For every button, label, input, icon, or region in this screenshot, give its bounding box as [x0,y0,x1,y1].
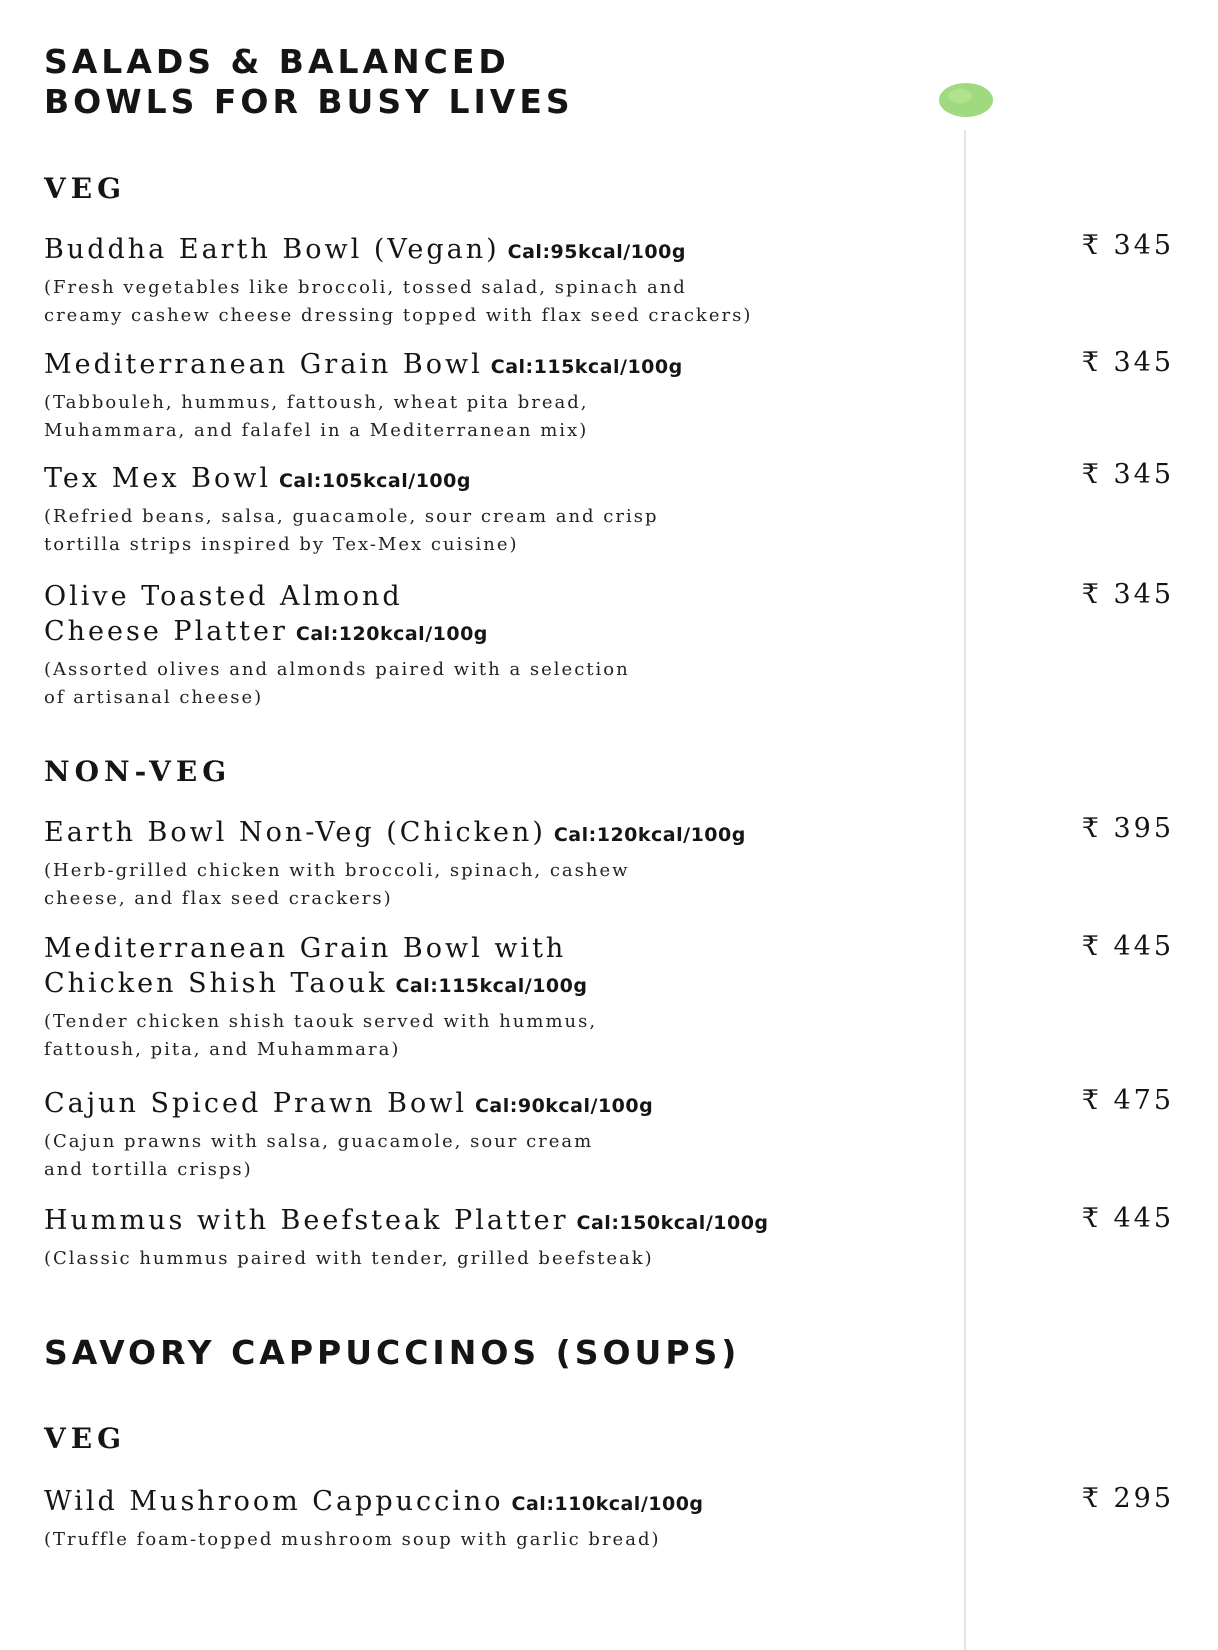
item-name-line [44,1484,944,1522]
item-calories: Cal:120kcal/100g [553,824,746,846]
item-name: Mediterranean Grain Bowl with Chicken Shish Taouk [44,933,567,999]
item-price: ₹ 345 [1081,230,1174,261]
item-calories: Cal:150kcal/100g [576,1212,769,1234]
menu-item [44,1484,944,1554]
group-label-veg: VEG [44,172,126,205]
item-price: ₹ 445 [1081,931,1174,962]
item-name-line [44,1203,944,1241]
item-name-line [44,461,944,499]
item-name-line [44,579,944,652]
item-price: ₹ 395 [1081,813,1174,844]
section-title-line: SAVORY CAPPUCCINOS (SOUPS) [44,1333,741,1372]
item-price: ₹ 295 [1081,1483,1174,1514]
item-calories: Cal:95kcal/100g [507,241,686,263]
item-name-line [44,931,944,1004]
item-calories: Cal:90kcal/100g [474,1095,654,1117]
item-name: Tex Mex Bowl [44,463,271,494]
item-name-line [44,815,944,853]
menu-item [44,1086,944,1184]
item-calories: Cal:110kcal/100g [511,1493,704,1515]
item-name: Olive Toasted Almond Cheese Platter [44,581,403,647]
item-description: (Truffle foam-topped mushroom soup with garlic bread) [44,1529,661,1550]
item-name: Hummus with Beefsteak Platter [44,1205,569,1236]
item-description: (Cajun prawns with salsa, guacamole, sour cream and tortilla crisps) [44,1131,594,1180]
leaf-icon [936,80,996,120]
item-description: (Classic hummus paired with tender, grilled beefsteak) [44,1248,654,1269]
section-title-line: BOWLS FOR BUSY LIVES [44,82,574,121]
item-description: (Herb-grilled chicken with broccoli, spinach, cashew cheese, and flax seed crackers) [44,860,630,909]
item-description: (Tender chicken shish taouk served with hummus, fattoush, pita, and Muhammara) [44,1011,598,1060]
item-calories: Cal:115kcal/100g [395,975,588,997]
vertical-divider [964,130,966,1650]
menu-item [44,815,944,913]
menu-item [44,1203,944,1273]
menu-item [44,461,944,559]
item-calories: Cal:120kcal/100g [295,623,488,645]
section-title-salads [44,42,574,122]
item-price: ₹ 345 [1081,459,1174,490]
item-description: (Tabbouleh, hummus, fattoush, wheat pita bread, Muhammara, and falafel in a Mediterranean mix) [44,392,589,441]
item-description: (Fresh vegetables like broccoli, tossed salad, spinach and creamy cashew cheese dressing topped with flax seed crackers) [44,277,753,326]
menu-item [44,347,944,445]
item-name: Mediterranean Grain Bowl [44,349,483,380]
item-description: (Refried beans, salsa, guacamole, sour cream and crisp tortilla strips inspired by Tex-Mex cuisine) [44,506,659,555]
item-name: Cajun Spiced Prawn Bowl [44,1088,467,1119]
menu-item [44,232,944,330]
group-label-non-veg: NON-VEG [44,755,232,788]
menu-item [44,579,944,712]
section-title-soups [44,1333,740,1373]
section-title-line: SALADS & BALANCED [44,42,510,81]
item-price: ₹ 445 [1081,1203,1174,1234]
group-label-veg: VEG [44,1422,126,1455]
item-name: Earth Bowl Non-Veg (Chicken) [44,817,546,848]
item-calories: Cal:115kcal/100g [490,356,683,378]
item-name-line [44,1086,944,1124]
item-calories: Cal:105kcal/100g [278,470,471,492]
item-price: ₹ 345 [1081,347,1174,378]
item-name-line [44,347,944,385]
item-price: ₹ 475 [1081,1085,1174,1116]
item-price: ₹ 345 [1081,579,1174,610]
item-name: Buddha Earth Bowl (Vegan) [44,234,500,265]
item-name-line [44,232,944,270]
item-description: (Assorted olives and almonds paired with a selection of artisanal cheese) [44,659,630,708]
item-name: Wild Mushroom Cappuccino [44,1486,504,1517]
menu-item [44,931,944,1064]
